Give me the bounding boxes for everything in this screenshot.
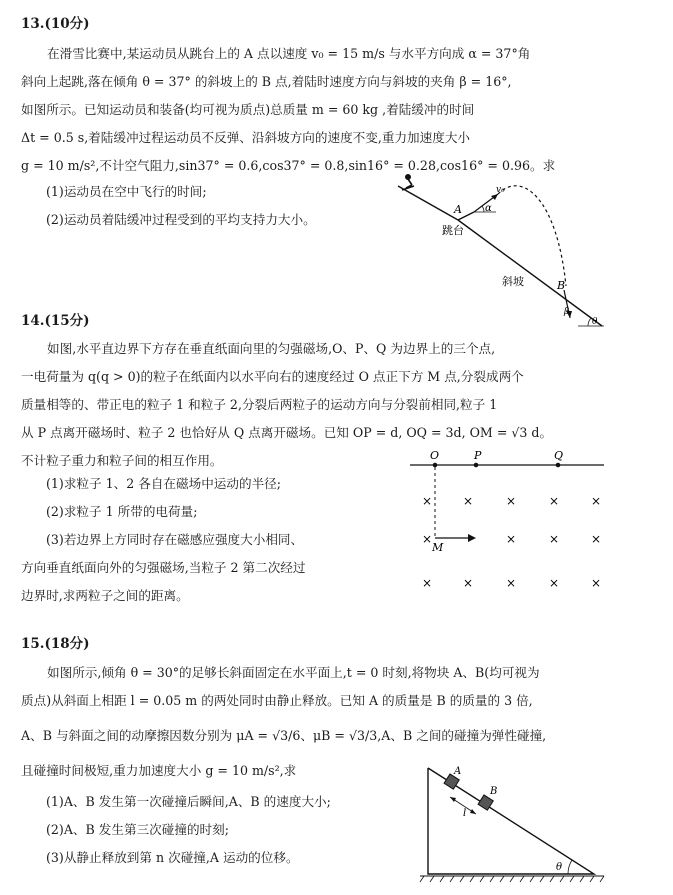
label-P: P — [474, 449, 482, 462]
label-v0: v₀ — [496, 185, 505, 195]
skier-icon — [402, 175, 414, 190]
point-P — [474, 463, 479, 468]
field-cross: × — [549, 576, 560, 590]
theta-arc — [568, 860, 572, 874]
q15-heading: 15.(18分) — [21, 636, 90, 652]
field-cross: × — [506, 494, 517, 508]
field-cross: × — [591, 532, 602, 546]
q13-sub-2: (2)运动员着陆缓冲过程受到的平均支持力大小。 — [46, 212, 316, 227]
field-cross: × — [463, 494, 474, 508]
ground-hatch — [420, 876, 604, 882]
q13-body — [21, 40, 555, 180]
label-B: B — [557, 279, 566, 292]
field-cross: × — [422, 576, 433, 590]
field-cross: × — [549, 532, 560, 546]
point-Q — [556, 463, 561, 468]
q14-sub-3: (3)若边界上方同时存在磁感应强度大小相同、 — [46, 532, 304, 547]
q15-sub-1: (1)A、B 发生第一次碰撞后瞬间,A、B 的速度大小; — [46, 794, 331, 809]
q15-line-3: A、B 与斜面之间的动摩擦因数分别为 μA = √3/6、μB = √3/3,A、B 之间的碰撞为弹性碰撞, — [21, 728, 547, 743]
q15-figure — [418, 764, 608, 886]
label-beta: β — [564, 307, 570, 317]
q14-sub-3-cont-1: 方向垂直纸面向外的匀强磁场,当粒子 2 第二次经过 — [21, 560, 306, 575]
field-cross: × — [422, 494, 433, 508]
label-M: M — [432, 541, 444, 554]
distance-l-head-2 — [470, 809, 476, 814]
q15-line-1: 如图所示,倾角 θ = 30°的足够长斜面固定在水平面上,t = 0 时刻,将物块 A、B(均可视为 — [47, 665, 540, 680]
label-A: A — [454, 203, 462, 216]
field-cross: × — [506, 532, 517, 546]
q15-line-4: 且碰撞时间极短,重力加速度大小 g = 10 m/s²,求 — [21, 763, 297, 778]
velocity-arrowhead — [468, 534, 476, 542]
q13-heading: 13.(10分) — [21, 16, 90, 32]
q13-line-3: 如图所示。已知运动员和装备(均可视为质点)总质量 m = 60 kg ,着陆缓冲的时间 — [21, 102, 475, 117]
q14-heading: 14.(15分) — [21, 313, 90, 329]
label-slope: 斜坡 — [502, 275, 524, 288]
q14-sub-3-cont-2: 边界时,求两粒子之间的距离。 — [21, 588, 189, 603]
field-cross: × — [506, 576, 517, 590]
slope-line — [458, 220, 602, 326]
q15-sub-3: (3)从静止释放到第 n 次碰撞,A 运动的位移。 — [46, 850, 299, 865]
q15-line-2: 质点)从斜面上相距 l = 0.05 m 的两处同时由静止释放。已知 A 的质量是 B 的质量的 3 倍, — [21, 693, 533, 708]
trajectory-curve — [498, 186, 566, 286]
field-cross: × — [422, 532, 433, 546]
q14-line-2: 一电荷量为 q(q > 0)的粒子在纸面内以水平向右的速度经过 O 点正下方 M 点,分裂成两个 — [21, 369, 524, 384]
q13-line-4: Δt = 0.5 s,着陆缓冲过程运动员不反弹、沿斜坡方向的速度不变,重力加速度大小 — [21, 130, 471, 145]
q14-sub-1: (1)求粒子 1、2 各自在磁场中运动的半径; — [46, 476, 282, 491]
q14-figure — [408, 448, 608, 598]
label-alpha: α — [485, 203, 492, 214]
theta-arc — [588, 318, 591, 326]
point-O — [433, 463, 438, 468]
q14-sub-2: (2)求粒子 1 所带的电荷量; — [46, 504, 198, 519]
q13-line-5: g = 10 m/s²,不计空气阻力,sin37° = 0.6,cos37° = 0.8,sin16° = 0.28,cos16° = 0.96。求 — [21, 158, 556, 173]
q13-line-1: 在滑雪比赛中,某运动员从跳台上的 A 点以速度 v₀ = 15 m/s 与水平方向成 α = 37°角 — [47, 46, 531, 61]
label-B: B — [490, 786, 498, 797]
q15-sub-2: (2)A、B 发生第三次碰撞的时刻; — [46, 822, 229, 837]
field-cross: × — [463, 576, 474, 590]
label-Q: Q — [554, 449, 564, 462]
ramp-line — [398, 186, 458, 220]
label-l: l — [463, 808, 467, 819]
label-theta: θ — [556, 862, 563, 873]
field-cross: × — [549, 494, 560, 508]
label-A: A — [454, 766, 462, 777]
label-theta: θ — [592, 317, 598, 327]
q13-line-2: 斜向上起跳,落在倾角 θ = 37° 的斜坡上的 B 点,着陆时速度方向与斜坡的夹角 β = 16°, — [21, 74, 512, 89]
field-cross: × — [591, 576, 602, 590]
label-O: O — [430, 449, 440, 462]
q14-line-1: 如图,水平直边界下方存在垂直纸面向里的匀强磁场,O、P、Q 为边界上的三个点, — [47, 341, 496, 356]
label-platform: 跳台 — [442, 224, 464, 237]
q13-figure — [392, 168, 612, 333]
q14-line-4: 从 P 点离开磁场时、粒子 2 也恰好从 Q 点离开磁场。已知 OP = d, OQ = 3d, OM = √3 d。 — [21, 425, 553, 440]
magnetic-field-crosses — [422, 494, 601, 590]
field-cross: × — [591, 494, 602, 508]
q14-line-3: 质量相等的、带正电的粒子 1 和粒子 2,分裂后两粒子的运动方向与分裂前相同,粒子 1 — [21, 397, 498, 412]
distance-l-head-1 — [450, 797, 456, 802]
q14-line-5: 不计粒子重力和粒子间的相互作用。 — [21, 453, 223, 468]
alpha-arc — [482, 206, 484, 212]
q13-sub-1: (1)运动员在空中飞行的时间; — [46, 184, 207, 199]
